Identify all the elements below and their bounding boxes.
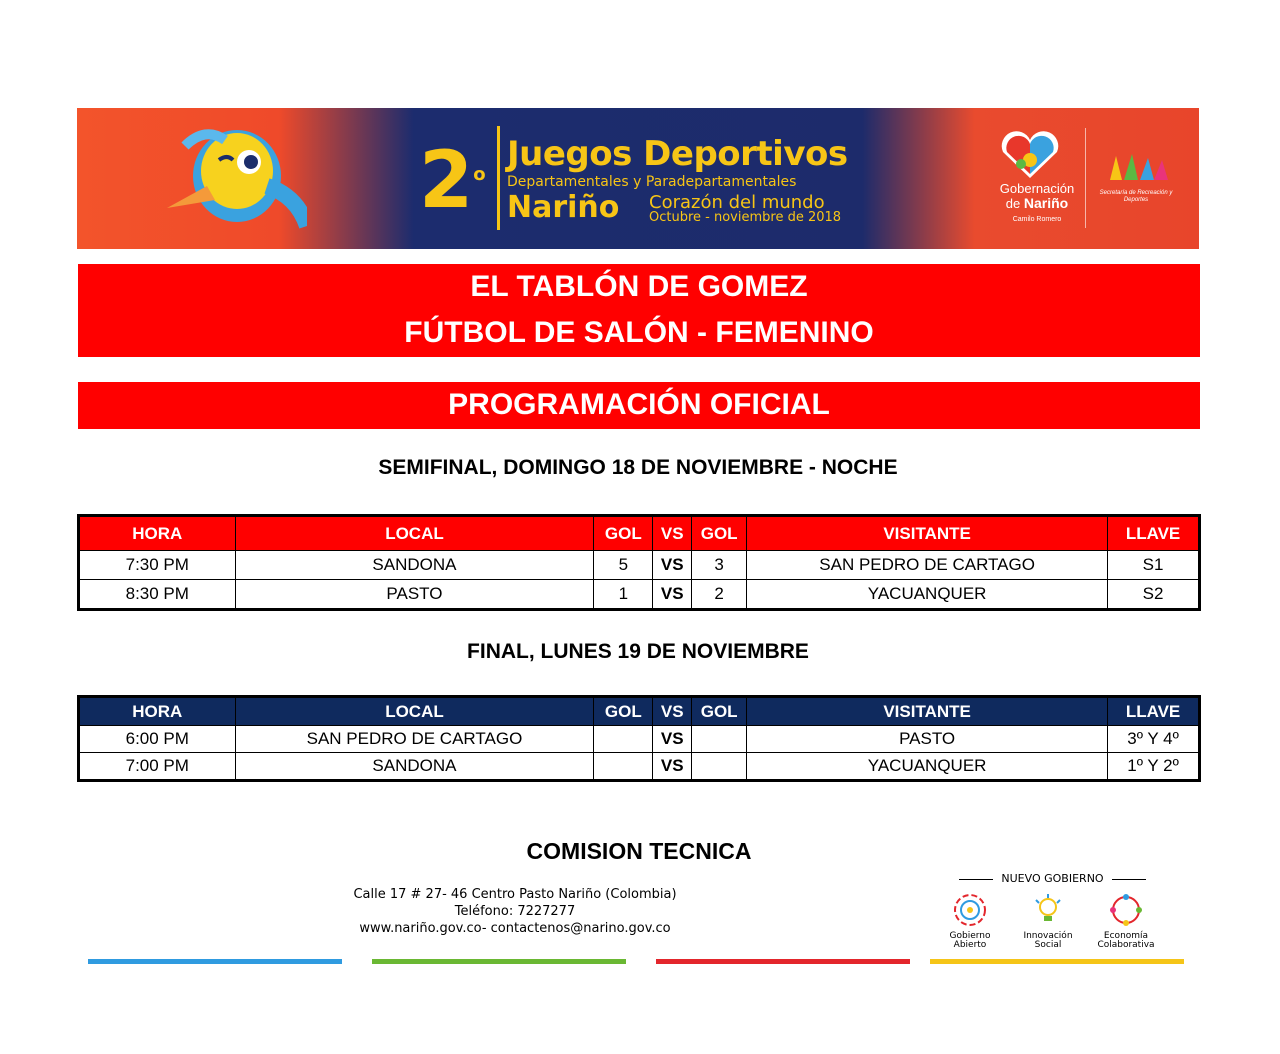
cell-hora: 6:00 PM	[79, 726, 236, 753]
header-llave: LLAVE	[1108, 516, 1200, 551]
cell-visitante: YACUANQUER	[747, 753, 1108, 781]
recreation-hands-icon	[1102, 150, 1172, 186]
comision-tecnica-title: COMISION TECNICA	[526, 838, 752, 864]
cell-visitante: SAN PEDRO DE CARTAGO	[747, 551, 1108, 580]
cell-gol-local	[594, 726, 653, 753]
mascot-bird-logo	[167, 116, 307, 242]
cell-vs: VS	[653, 753, 692, 781]
banner-logo-separator	[1085, 128, 1086, 228]
web-email-text: www.nariño.gov.co- contactenos@narino.gov.co	[359, 921, 671, 936]
table-header-row	[79, 697, 1200, 726]
cell-gol-visitante: 2	[692, 580, 747, 610]
cell-gol-visitante	[692, 726, 747, 753]
table-row	[79, 580, 1200, 610]
gobierno-abierto-item: Gobierno Abierto	[935, 892, 1005, 950]
gobernacion-logo-text: Gobernación de Nariño Camilo Romero	[999, 181, 1075, 223]
cell-llave: S1	[1108, 551, 1200, 580]
event-title-bar	[78, 264, 1200, 357]
cell-gol-local: 5	[594, 551, 653, 580]
cell-hora: 7:30 PM	[79, 551, 236, 580]
header-visitante: VISITANTE	[747, 516, 1108, 551]
address-text: Calle 17 # 27- 46 Centro Pasto Nariño (Colombia)	[353, 887, 677, 902]
header-llave: LLAVE	[1108, 697, 1200, 726]
header-vs: VS	[653, 697, 692, 726]
programacion-bar	[78, 382, 1200, 429]
cell-vs: VS	[653, 726, 692, 753]
table-row	[79, 726, 1200, 753]
phone-text: Teléfono: 7227277	[454, 904, 576, 919]
cell-hora: 8:30 PM	[79, 580, 236, 610]
footer-stripe-blue	[88, 959, 342, 964]
cell-llave: 3º Y 4º	[1108, 726, 1200, 753]
footer-stripe-red	[656, 959, 910, 964]
final-heading: FINAL, LUNES 19 DE NOVIEMBRE	[467, 640, 809, 663]
footer-stripe-yellow	[930, 959, 1184, 964]
cell-llave: S2	[1108, 580, 1200, 610]
banner-place: Nariño	[507, 190, 620, 225]
header-hora: HORA	[79, 697, 236, 726]
economia-colaborativa-icon	[1108, 892, 1144, 928]
header-gol-visitante: GOL	[692, 516, 747, 551]
header-gol-visitante: GOL	[692, 697, 747, 726]
cell-llave: 1º Y 2º	[1108, 753, 1200, 781]
cell-local: SANDONA	[235, 551, 594, 580]
cell-gol-visitante	[692, 753, 747, 781]
banner-title: Juegos Deportivos	[507, 134, 848, 174]
cell-local: PASTO	[235, 580, 594, 610]
nuevo-gobierno-label: NUEVO GOBIERNO	[945, 872, 1160, 885]
cell-gol-local	[594, 753, 653, 781]
contact-info	[340, 886, 690, 937]
cell-vs: VS	[653, 580, 692, 610]
semifinal-table	[77, 514, 1201, 611]
semifinal-heading: SEMIFINAL, DOMINGO 18 DE NOVIEMBRE - NOCHE	[378, 456, 898, 479]
table-row	[79, 551, 1200, 580]
gobierno-abierto-icon	[952, 892, 988, 928]
cell-local: SAN PEDRO DE CARTAGO	[235, 726, 594, 753]
banner-subtitle: Departamentales y Paradepartamentales	[507, 174, 797, 190]
innovacion-social-item: Innovación Social	[1013, 892, 1083, 950]
cell-visitante: YACUANQUER	[747, 580, 1108, 610]
lightbulb-icon	[1030, 892, 1066, 928]
heart-logo-icon	[997, 130, 1063, 180]
header-hora: HORA	[79, 516, 236, 551]
header-local: LOCAL	[235, 697, 594, 726]
table-header-row	[79, 516, 1200, 551]
final-table	[77, 695, 1201, 782]
cell-visitante: PASTO	[747, 726, 1108, 753]
cell-hora: 7:00 PM	[79, 753, 236, 781]
programacion-title: PROGRAMACIÓN OFICIAL	[448, 388, 830, 421]
sport-title: FÚTBOL DE SALÓN - FEMENINO	[404, 316, 874, 349]
banner-divider	[497, 126, 500, 230]
cell-gol-visitante: 3	[692, 551, 747, 580]
table-row	[79, 753, 1200, 781]
cell-vs: VS	[653, 551, 692, 580]
economia-colaborativa-item: Economía Colaborativa	[1091, 892, 1161, 950]
event-banner	[77, 108, 1199, 249]
edition-number: 2$^o$	[419, 136, 486, 226]
header-local: LOCAL	[235, 516, 594, 551]
header-gol-local: GOL	[594, 697, 653, 726]
header-vs: VS	[653, 516, 692, 551]
cell-gol-local: 1	[594, 580, 653, 610]
venue-title: EL TABLÓN DE GOMEZ	[470, 270, 808, 303]
secretaria-text: Secretaría de Recreación y Deportes	[1099, 190, 1173, 203]
banner-dates: Octubre - noviembre de 2018	[649, 210, 842, 225]
banner-slogan: Corazón del mundo	[649, 192, 825, 213]
nuevo-gobierno-logo	[945, 872, 1160, 954]
header-visitante: VISITANTE	[747, 697, 1108, 726]
cell-local: SANDONA	[235, 753, 594, 781]
footer-stripe-green	[372, 959, 626, 964]
header-gol-local: GOL	[594, 516, 653, 551]
